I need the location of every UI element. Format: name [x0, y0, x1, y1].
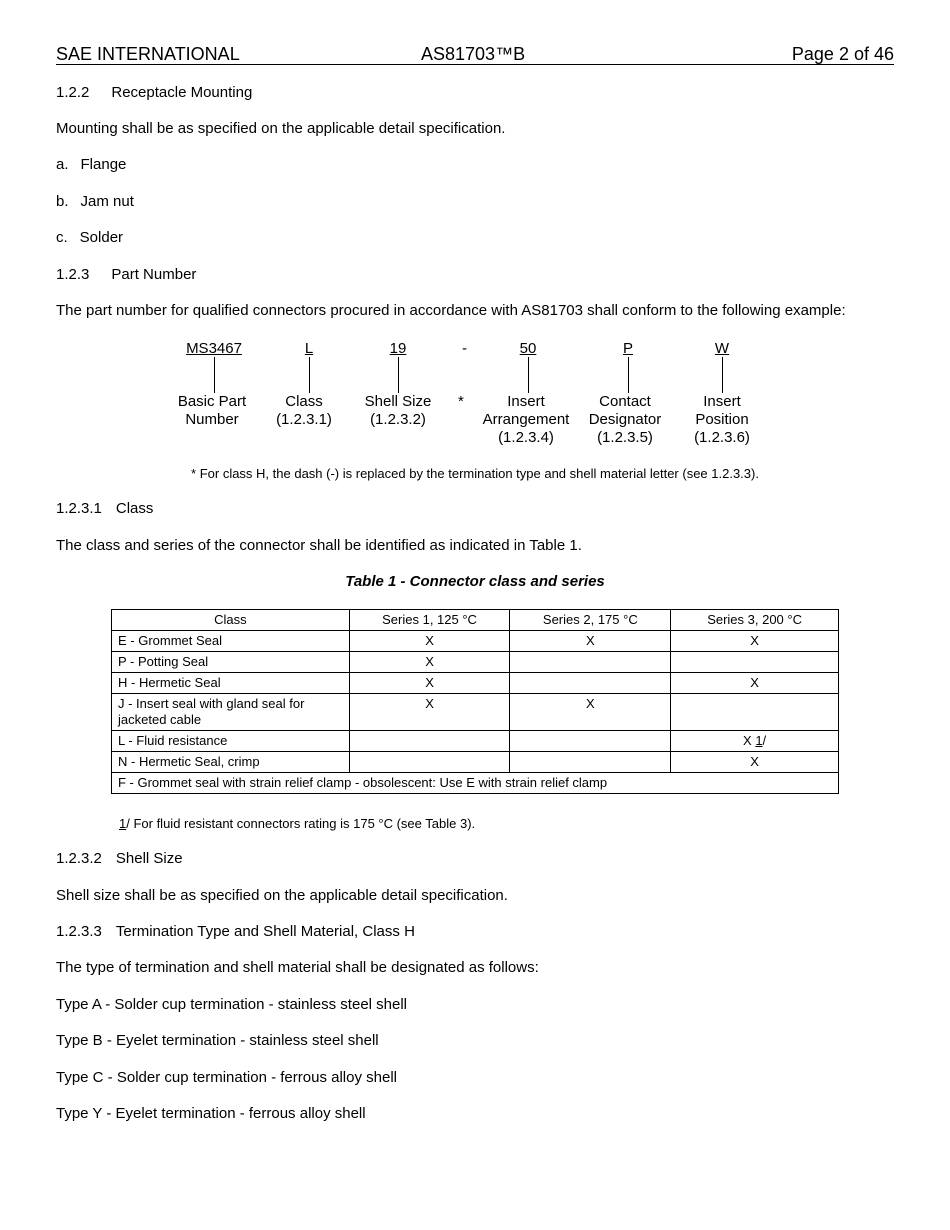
- termination-type-item: Type B - Eyelet termination - stainless steel shell: [56, 1032, 379, 1049]
- footnote-text: / For fluid resistant connectors rating is 175 °C (see Table 3).: [126, 816, 476, 831]
- part-label-basic: Basic Part Number: [177, 393, 247, 428]
- paragraph: Mounting shall be as specified on the applicable detail specification.: [56, 120, 506, 137]
- part-label-position: Insert Position (1.2.3.6): [694, 393, 750, 446]
- part-label-shell-size: Shell Size (1.2.3.2): [364, 393, 432, 428]
- table-row: [112, 731, 839, 752]
- table-cell: X: [510, 694, 671, 731]
- paragraph: The part number for qualified connectors procured in accordance with AS81703 shall conform to the following example:: [56, 302, 846, 319]
- termination-type-item: Type A - Solder cup termination - stainless steel shell: [56, 996, 408, 1013]
- heading-number: 1.2.3.2: [56, 850, 102, 867]
- table-cell: [671, 652, 839, 673]
- section-heading-1-2-3-2: [56, 850, 183, 867]
- termination-type-item: Type Y - Eyelet termination - ferrous alloy shell: [56, 1105, 366, 1122]
- heading-number: 1.2.3.1: [56, 500, 102, 517]
- part-code-position: W: [714, 340, 730, 357]
- list-item: [56, 156, 126, 173]
- termination-type-item: Type C - Solder cup termination - ferrous alloy shell: [56, 1069, 397, 1086]
- table-cell: X: [349, 673, 510, 694]
- header-org: SAE INTERNATIONAL: [56, 44, 240, 64]
- table-cell-class: H - Hermetic Seal: [112, 673, 350, 694]
- table-cell: X: [349, 652, 510, 673]
- heading-title: Class: [115, 500, 154, 517]
- heading-title: Termination Type and Shell Material, Class H: [115, 923, 415, 940]
- table-header-cell: Series 1, 125 °C: [349, 610, 510, 631]
- paragraph: Shell size shall be as specified on the applicable detail specification.: [56, 887, 508, 904]
- list-item: [56, 229, 123, 246]
- table-cell: [510, 673, 671, 694]
- table-footnote: [119, 816, 475, 831]
- table-row: [112, 752, 839, 773]
- section-heading-1-2-2: [56, 84, 252, 101]
- table-cell: X: [671, 752, 839, 773]
- list-item: [56, 193, 134, 210]
- heading-number: 1.2.3.3: [56, 923, 102, 940]
- table-row: [112, 631, 839, 652]
- section-heading-1-2-3: [56, 266, 196, 283]
- part-number-footnote: * For class H, the dash (-) is replaced by the termination type and shell material letter (see 1.2.3.3).: [191, 466, 759, 481]
- list-letter: a.: [56, 156, 69, 173]
- part-code-class: L: [304, 340, 314, 357]
- part-code-dash: -: [462, 340, 467, 357]
- connector-line: [309, 357, 310, 393]
- table-cell: [671, 694, 839, 731]
- table-header-row: [112, 610, 839, 631]
- part-label-insert: Insert Arrangement (1.2.3.4): [482, 393, 570, 446]
- connector-line: [628, 357, 629, 393]
- part-label-class: Class (1.2.3.1): [276, 393, 332, 428]
- table-cell: X 1/: [671, 731, 839, 752]
- table-cell: [349, 731, 510, 752]
- part-code-contact: P: [622, 340, 633, 357]
- table-cell-class: P - Potting Seal: [112, 652, 350, 673]
- table-cell: [510, 752, 671, 773]
- table-cell: X: [510, 631, 671, 652]
- table-cell-class: L - Fluid resistance: [112, 731, 350, 752]
- list-letter: b.: [56, 193, 69, 210]
- table-cell: [349, 752, 510, 773]
- header-doc-number: AS81703™B: [421, 44, 526, 64]
- table-cell-span: F - Grommet seal with strain relief clamp - obsolescent: Use E with strain relief clamp: [112, 773, 839, 794]
- heading-title: Shell Size: [115, 850, 183, 867]
- paragraph: The class and series of the connector shall be identified as indicated in Table 1.: [56, 537, 582, 554]
- part-code-insert: 50: [519, 340, 537, 357]
- part-code-basic: MS3467: [186, 340, 242, 357]
- part-label-contact: Contact Designator (1.2.3.5): [588, 393, 662, 446]
- table-cell: [510, 731, 671, 752]
- table-cell-class: E - Grommet Seal: [112, 631, 350, 652]
- section-heading-1-2-3-3: [56, 923, 415, 940]
- heading-title: Part Number: [111, 266, 197, 283]
- list-text: Flange: [80, 156, 127, 173]
- connector-line: [528, 357, 529, 393]
- list-text: Jam nut: [80, 193, 134, 210]
- table-row: [112, 773, 839, 794]
- table-cell: X: [671, 631, 839, 652]
- list-text: Solder: [79, 229, 124, 246]
- part-label-star: *: [458, 393, 464, 410]
- part-code-shell-size: 19: [389, 340, 407, 357]
- heading-number: 1.2.3: [56, 266, 90, 283]
- table-row: [112, 652, 839, 673]
- table-header-cell: Series 2, 175 °C: [510, 610, 671, 631]
- footnote-ref: 1: [755, 733, 763, 748]
- table-cell-class: J - Insert seal with gland seal for jacketed cable: [112, 694, 350, 731]
- connector-line: [722, 357, 723, 393]
- connector-class-table: [111, 609, 839, 794]
- header-rule: [56, 64, 894, 65]
- table-cell: X: [671, 673, 839, 694]
- connector-line: [214, 357, 215, 393]
- table-row: [112, 673, 839, 694]
- connector-line: [398, 357, 399, 393]
- table-header-cell: Class: [112, 610, 350, 631]
- table-cell: X: [349, 694, 510, 731]
- header-page-number: Page 2 of 46: [791, 44, 894, 64]
- heading-number: 1.2.2: [56, 84, 90, 101]
- footnote-mark: 1: [119, 816, 127, 831]
- table-cell-class: N - Hermetic Seal, crimp: [112, 752, 350, 773]
- table-row: [112, 694, 839, 731]
- table-cell: [510, 652, 671, 673]
- paragraph: The type of termination and shell material shall be designated as follows:: [56, 959, 539, 976]
- table-header-cell: Series 3, 200 °C: [671, 610, 839, 631]
- table-cell: X: [349, 631, 510, 652]
- heading-title: Receptacle Mounting: [111, 84, 253, 101]
- list-letter: c.: [56, 229, 68, 246]
- section-heading-1-2-3-1: [56, 500, 153, 517]
- table-caption: Table 1 - Connector class and series: [345, 573, 605, 590]
